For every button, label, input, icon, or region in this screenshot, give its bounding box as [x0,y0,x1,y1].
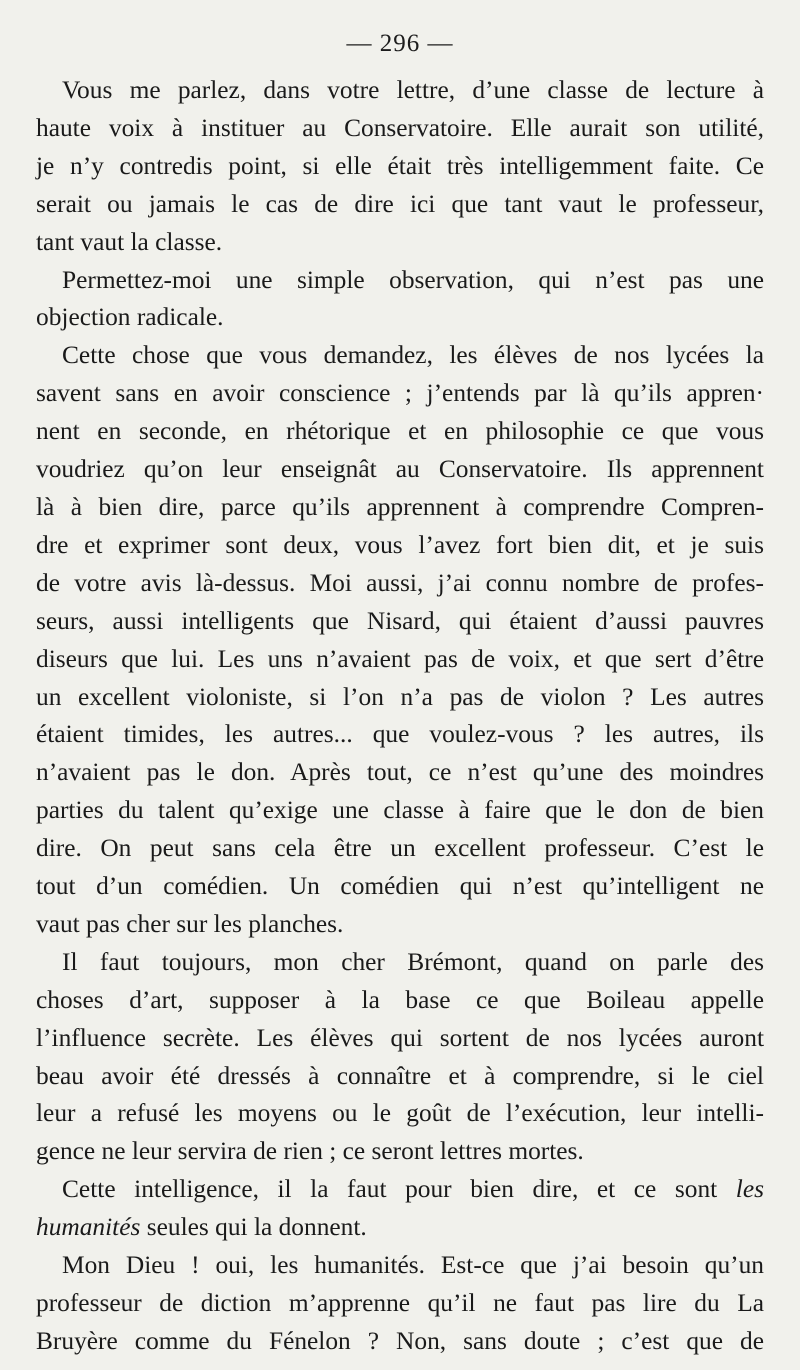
text-line: beau avoir été dressés à connaître et à comprendre, si le ciel [36,1061,764,1090]
text-line: n’avaient pas le don. Après tout, ce n’est qu’une des moindres [36,758,764,787]
text-line: tant vaut la classe. [36,227,223,256]
text-line: Il faut toujours, mon cher Brémont, quand on parle des [62,947,764,976]
italic-word: humanités [36,1213,141,1242]
text-line: professeur de diction m’apprenne qu’il ne faut pas lire du La [36,1289,764,1317]
text-line: étaient timides, les autres... que voulez-vous ? les autres, ils [36,720,764,749]
text-line: parties du talent qu’exige une classe à faire que le don de bien [36,796,764,825]
text-line: vaut pas cher sur les planches. [36,909,344,938]
text-line: diseurs que lui. Les uns n’avaient pas de voix, et que sert d’être [36,644,764,673]
paragraph-2 [36,262,764,338]
text-line: là à bien dire, parce qu’ils apprennent à comprendre Compren- [36,492,764,521]
text-line: serait ou jamais le cas de dire ici que tant vaut le professeur, [36,189,764,218]
text-line: Cette chose que vous demandez, les élèves de nos lycées la [62,341,764,370]
text-line: Permettez-moi une simple observation, qui n’est pas une [62,265,764,294]
text-line: Bruyère comme du Fénelon ? Non, sans doute ; c’est que de [36,1326,764,1355]
text-line: voudriez qu’on leur enseignât au Conservatoire. Ils apprennent [36,455,764,484]
paragraph-3 [36,337,764,944]
text-line [36,1171,764,1209]
text-line-roman: Cette intelligence, il la faut pour bien dire, et ce sont [62,1175,718,1204]
text-line: Vous me parlez, dans votre lettre, d’une classe de lecture à [62,76,764,104]
paragraph-1 [36,72,764,262]
text-line: l’influence secrète. Les élèves qui sortent de nos lycées auront [36,1023,764,1052]
text-line-roman: seules qui la donnent. [146,1213,367,1242]
text-line: leur a refusé les moyens ou le goût de l’exécution, leur intelli- [36,1099,764,1128]
text-line: Mon Dieu ! oui, les humanités. Est-ce que j’ai besoin qu’un [62,1251,764,1280]
text-line: je n’y contredis point, si elle était très intelligemment faite. Ce [36,151,764,180]
italic-word: les [735,1175,764,1204]
text-line: objection radicale. [36,303,224,332]
text-line: dre et exprimer sont deux, vous l’avez fort bien dit, et je suis [36,530,764,559]
text-line: nent en seconde, en rhétorique et en philosophie ce que vous [36,417,764,446]
text-line: de votre avis là-dessus. Moi aussi, j’ai connu nombre de profes- [36,568,764,597]
paragraph-6 [36,1247,764,1361]
text-line: choses d’art, supposer à la base ce que Boileau appelle [36,985,764,1014]
paragraph-5 [36,1171,764,1247]
text-line: seurs, aussi intelligents que Nisard, qui étaient d’aussi pauvres [36,606,764,635]
paragraph-4 [36,944,764,1171]
text-line: dire. On peut sans cela être un excellent professeur. C’est le [36,834,764,863]
text-line: gence ne leur servira de rien ; ce seront lettres mortes. [36,1137,584,1166]
text-line: tout d’un comédien. Un comédien qui n’est qu’intelligent ne [36,872,764,901]
text-line: un excellent violoniste, si l’on n’a pas de violon ? Les autres [36,682,764,711]
text-line [36,1209,764,1247]
body-text [36,72,764,1361]
text-line: haute voix à instituer au Conservatoire. Elle aurait son utilité, [36,113,764,142]
text-line: savent sans en avoir conscience ; j’entends par là qu’ils appren· [36,379,764,408]
page-number: — 296 — [346,30,454,57]
